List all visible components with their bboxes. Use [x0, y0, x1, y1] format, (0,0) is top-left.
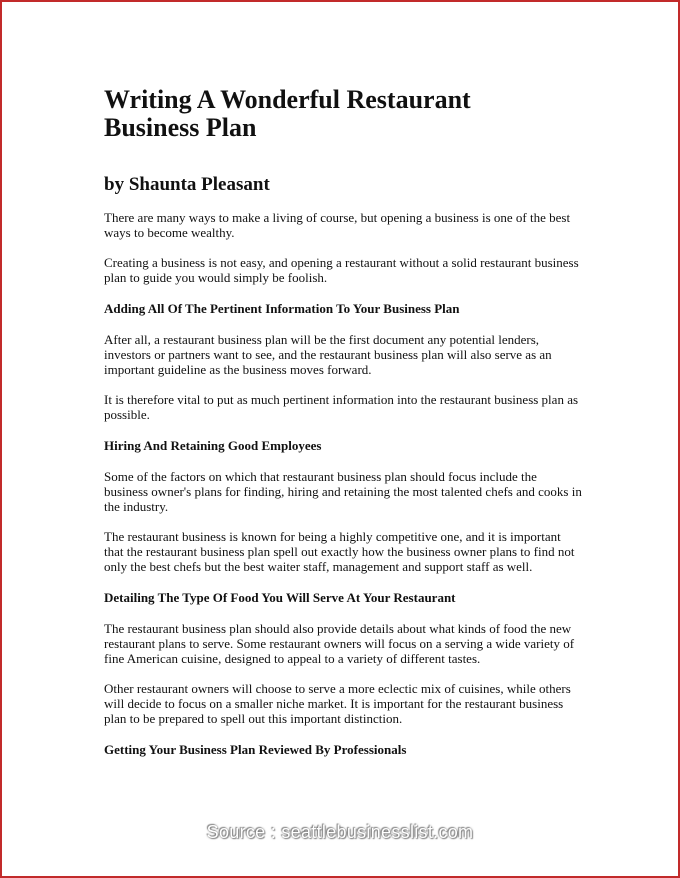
paragraph: Other restaurant owners will choose to serve a more eclectic mix of cuisines, while others will decide to focus on a smaller niche market. It is important for the restaurant business plan to be prepared to spell out this important distinction.: [104, 681, 571, 726]
title-line-1: Writing A Wonderful Restaurant: [104, 85, 471, 114]
section-heading: Hiring And Retaining Good Employees: [104, 438, 322, 453]
section-heading: Detailing The Type Of Food You Will Serve At Your Restaurant: [104, 590, 456, 605]
document-title: [104, 86, 582, 142]
paragraph: Creating a business is not easy, and opening a restaurant without a solid restaurant business plan to guide you would simply be foolish.: [104, 255, 579, 285]
paragraph: It is therefore vital to put as much pertinent information into the restaurant business plan as possible.: [104, 392, 579, 422]
paragraph: There are many ways to make a living of course, but opening a business is one of the best ways to become wealthy.: [104, 210, 571, 240]
document-content: [104, 86, 582, 757]
section-heading: Getting Your Business Plan Reviewed By Professionals: [104, 742, 407, 757]
paragraph: Some of the factors on which that restaurant business plan should focus include the business owner's plans for finding, hiring and retaining the most talented chefs and cooks in the industry.: [104, 469, 582, 514]
title-line-2: Business Plan: [104, 113, 257, 142]
author-byline: by Shaunta Pleasant: [104, 174, 270, 195]
source-watermark: Source : seattlebusinesslist.com: [206, 822, 474, 842]
paragraph: The restaurant business plan should also provide details about what kinds of food the new restaurant plans to serve. Some restaurant owners will focus on a serving a wide variety of fine American cuisine, designed to appeal to a variety of different tastes.: [104, 621, 575, 666]
paragraph: After all, a restaurant business plan will be the first document any potential lenders, investors or partners want to see, and the restaurant business plan will also serve as an important guideline as the business moves forward.: [104, 332, 552, 377]
paragraph: The restaurant business is known for being a highly competitive one, and it is important that the restaurant business plan spell out exactly how the business owner plans to find not only the best chefs but the best waiter staff, management and support staff as well.: [104, 529, 575, 574]
section-heading: Adding All Of The Pertinent Information To Your Business Plan: [104, 301, 460, 316]
